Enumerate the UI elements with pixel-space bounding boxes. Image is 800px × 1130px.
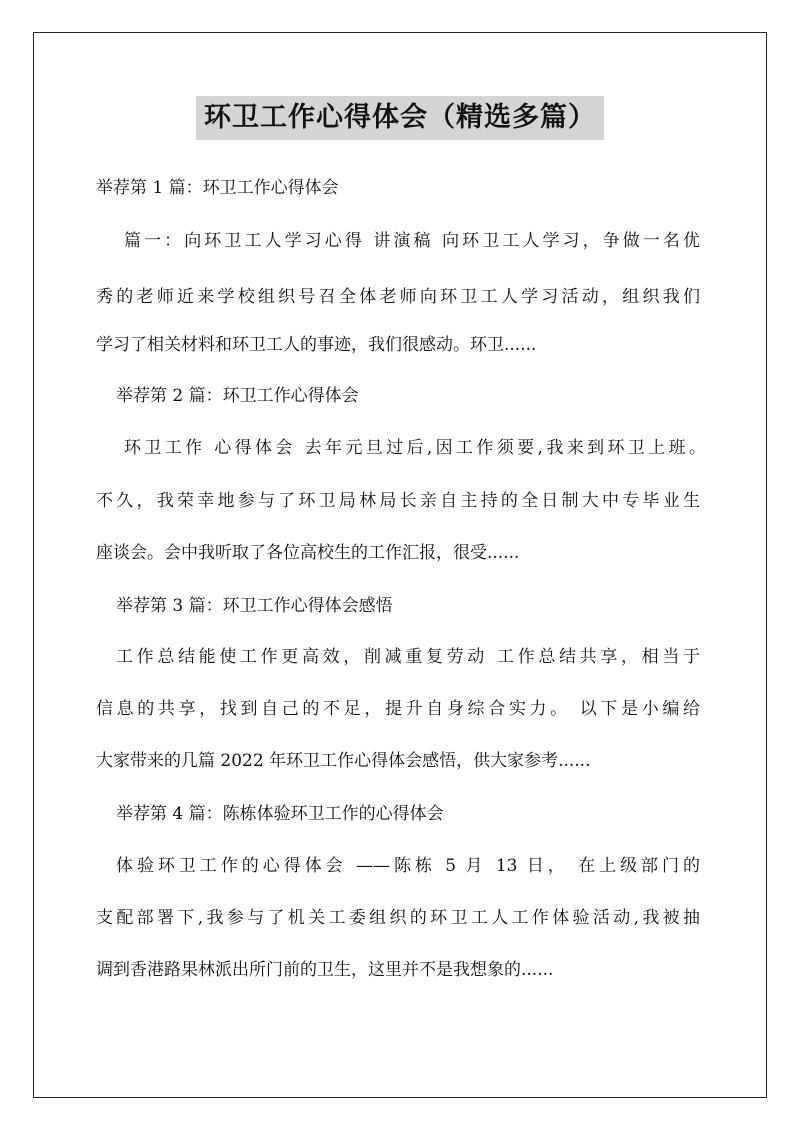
section-2-line-2: 不久，我荣幸地参与了环卫局林局长亲自主持的全日制大中专毕业生 bbox=[96, 491, 700, 511]
section-4-line-1: 体验环卫工作的心得体会 ——陈栋 5 月 13 日， 在上级部门的 bbox=[116, 856, 700, 876]
section-heading-2: 举荐第 2 篇：环卫工作心得体会 bbox=[116, 386, 359, 406]
section-2-line-1: 环卫工作 心得体会 去年元旦过后,因工作须要,我来到环卫上班。 bbox=[124, 438, 706, 458]
section-heading-1: 举荐第 1 篇：环卫工作心得体会 bbox=[96, 178, 339, 198]
section-4-line-3: 调到香港路果林派出所门前的卫生，这里并不是我想象的...... bbox=[96, 960, 554, 980]
section-heading-4: 举荐第 4 篇：陈栋体验环卫工作的心得体会 bbox=[116, 804, 444, 824]
section-1-line-1: 篇一：向环卫工人学习心得 讲演稿 向环卫工人学习，争做一名优 bbox=[124, 231, 700, 251]
document-title: 环卫工作心得体会（精选多篇） bbox=[196, 96, 604, 140]
section-3-line-3: 大家带来的几篇 2022 年环卫工作心得体会感悟，供大家参考...... bbox=[96, 751, 591, 771]
section-4-line-2: 支配部署下,我参与了机关工委组织的环卫工人工作体验活动,我被抽 bbox=[96, 908, 700, 928]
section-3-line-1: 工作总结能使工作更高效，削减重复劳动 工作总结共享，相当于 bbox=[116, 647, 700, 667]
section-3-line-2: 信息的共享，找到自己的不足，提升自身综合实力。 以下是小编给 bbox=[96, 699, 700, 719]
section-1-line-2: 秀的老师近来学校组织号召全体老师向环卫工人学习活动，组织我们 bbox=[96, 287, 700, 307]
section-1-line-3: 学习了相关材料和环卫工人的事迹，我们很感动。环卫...... bbox=[96, 335, 537, 355]
title-container bbox=[0, 96, 800, 140]
section-2-line-3: 座谈会。会中我听取了各位高校生的工作汇报，很受...... bbox=[96, 543, 520, 563]
section-heading-3: 举荐第 3 篇：环卫工作心得体会感悟 bbox=[116, 596, 393, 616]
